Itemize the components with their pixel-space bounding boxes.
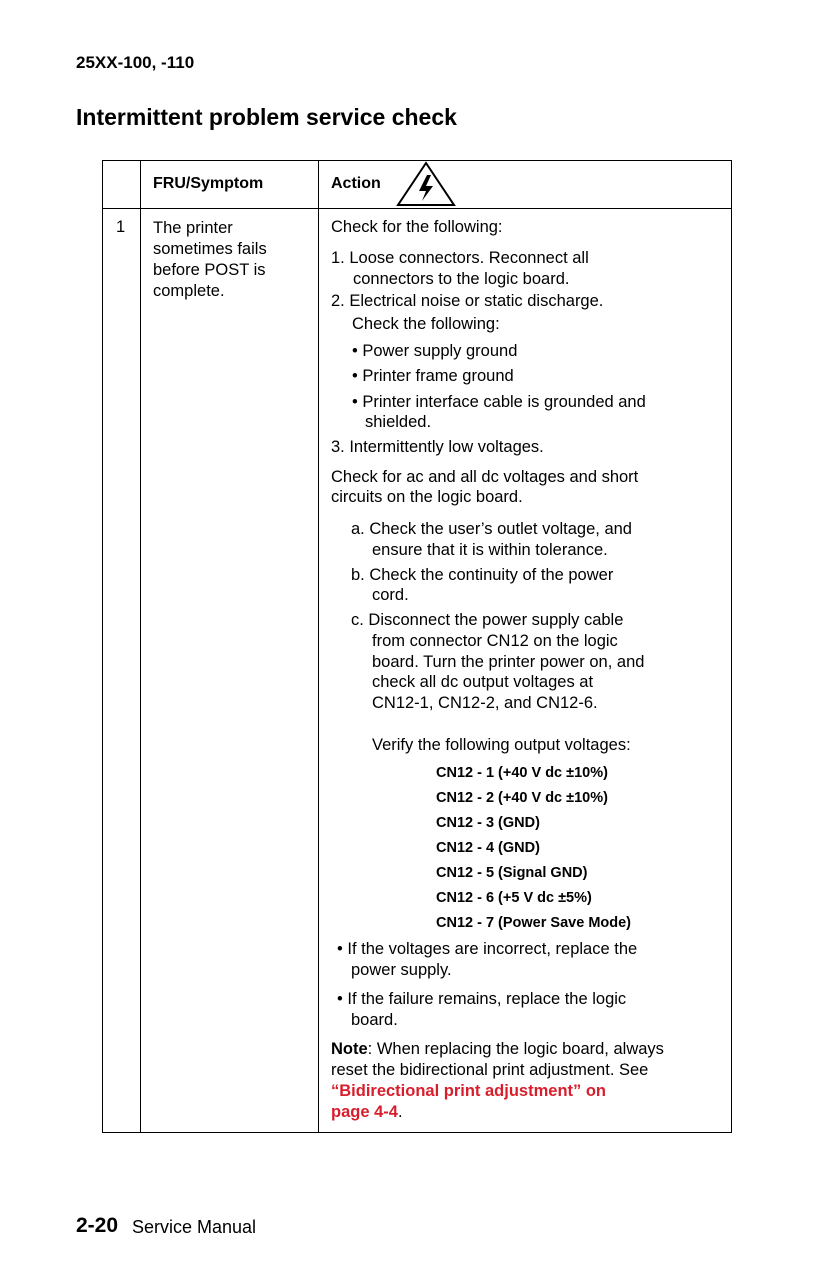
action-line: Check for ac and all dc voltages and short: [331, 468, 639, 486]
action-line: b. Check the continuity of the power: [351, 566, 614, 584]
action-line: • Printer frame ground: [352, 367, 514, 385]
action-line: board. Turn the printer power on, and: [372, 653, 645, 671]
action-line: Check the following:: [352, 315, 500, 333]
action-line: c. Disconnect the power supply cable: [351, 611, 624, 629]
column-divider: [140, 161, 141, 1132]
voltage-spec: CN12 - 6 (+5 V dc ±5%): [436, 890, 592, 906]
action-line: from connector CN12 on the logic: [372, 632, 618, 650]
action-line: 2. Electrical noise or static discharge.: [331, 292, 604, 310]
action-line: Check for the following:: [331, 218, 503, 236]
header-divider: [103, 208, 731, 209]
manual-title: Service Manual: [132, 1217, 257, 1237]
column-divider: [318, 161, 319, 1132]
action-line: 1. Loose connectors. Reconnect all: [331, 249, 589, 267]
voltage-spec: CN12 - 1 (+40 V dc ±10%): [436, 765, 608, 781]
action-line: cord.: [372, 586, 409, 604]
action-line: • If the voltages are incorrect, replace the: [337, 940, 638, 958]
voltage-spec: CN12 - 7 (Power Save Mode): [436, 915, 631, 931]
header-fru-symptom: FRU/Symptom: [153, 175, 264, 192]
voltage-spec: CN12 - 2 (+40 V dc ±10%): [436, 790, 608, 806]
model-number: 25XX-100, -110: [76, 53, 195, 72]
service-check-table: [102, 160, 732, 1133]
header-action: Action: [331, 175, 381, 192]
action-line: a. Check the user’s outlet voltage, and: [351, 520, 632, 538]
row-number: 1: [116, 218, 126, 236]
bidirectional-adjustment-link[interactable]: “Bidirectional print adjustment” on: [331, 1082, 607, 1100]
note-line: [331, 1039, 664, 1060]
action-line: • Power supply ground: [352, 342, 518, 360]
note-line: reset the bidirectional print adjustment. See: [331, 1061, 649, 1079]
note-label: Note: [331, 1040, 368, 1058]
action-line: check all dc output voltages at: [372, 673, 594, 691]
action-line: ensure that it is within tolerance.: [372, 541, 608, 559]
voltage-spec: CN12 - 4 (GND): [436, 840, 540, 856]
page-number: 2-20: [76, 1214, 119, 1237]
action-line: • Printer interface cable is grounded and: [352, 393, 646, 411]
action-line: circuits on the logic board.: [331, 488, 523, 506]
action-line: 3. Intermittently low voltages.: [331, 438, 544, 456]
action-line: connectors to the logic board.: [353, 270, 570, 288]
voltage-spec: CN12 - 3 (GND): [436, 815, 540, 831]
action-line: CN12-1, CN12-2, and CN12-6.: [372, 694, 598, 712]
action-line: Verify the following output voltages:: [372, 736, 631, 754]
note-text: : When replacing the logic board, always: [367, 1040, 664, 1058]
action-line: • If the failure remains, replace the logic: [337, 990, 627, 1008]
action-line: shielded.: [365, 413, 432, 431]
action-line: board.: [351, 1011, 398, 1029]
note-period: .: [397, 1103, 403, 1121]
symptom-text: The printer sometimes fails before POST is complete.: [153, 219, 267, 300]
electrical-hazard-icon: [395, 161, 457, 208]
section-title: Intermittent problem service check: [76, 104, 457, 130]
page-reference-link[interactable]: page 4-4: [331, 1103, 398, 1121]
note-line: [331, 1102, 403, 1123]
voltage-spec: CN12 - 5 (Signal GND): [436, 865, 588, 881]
action-line: power supply.: [351, 961, 452, 979]
